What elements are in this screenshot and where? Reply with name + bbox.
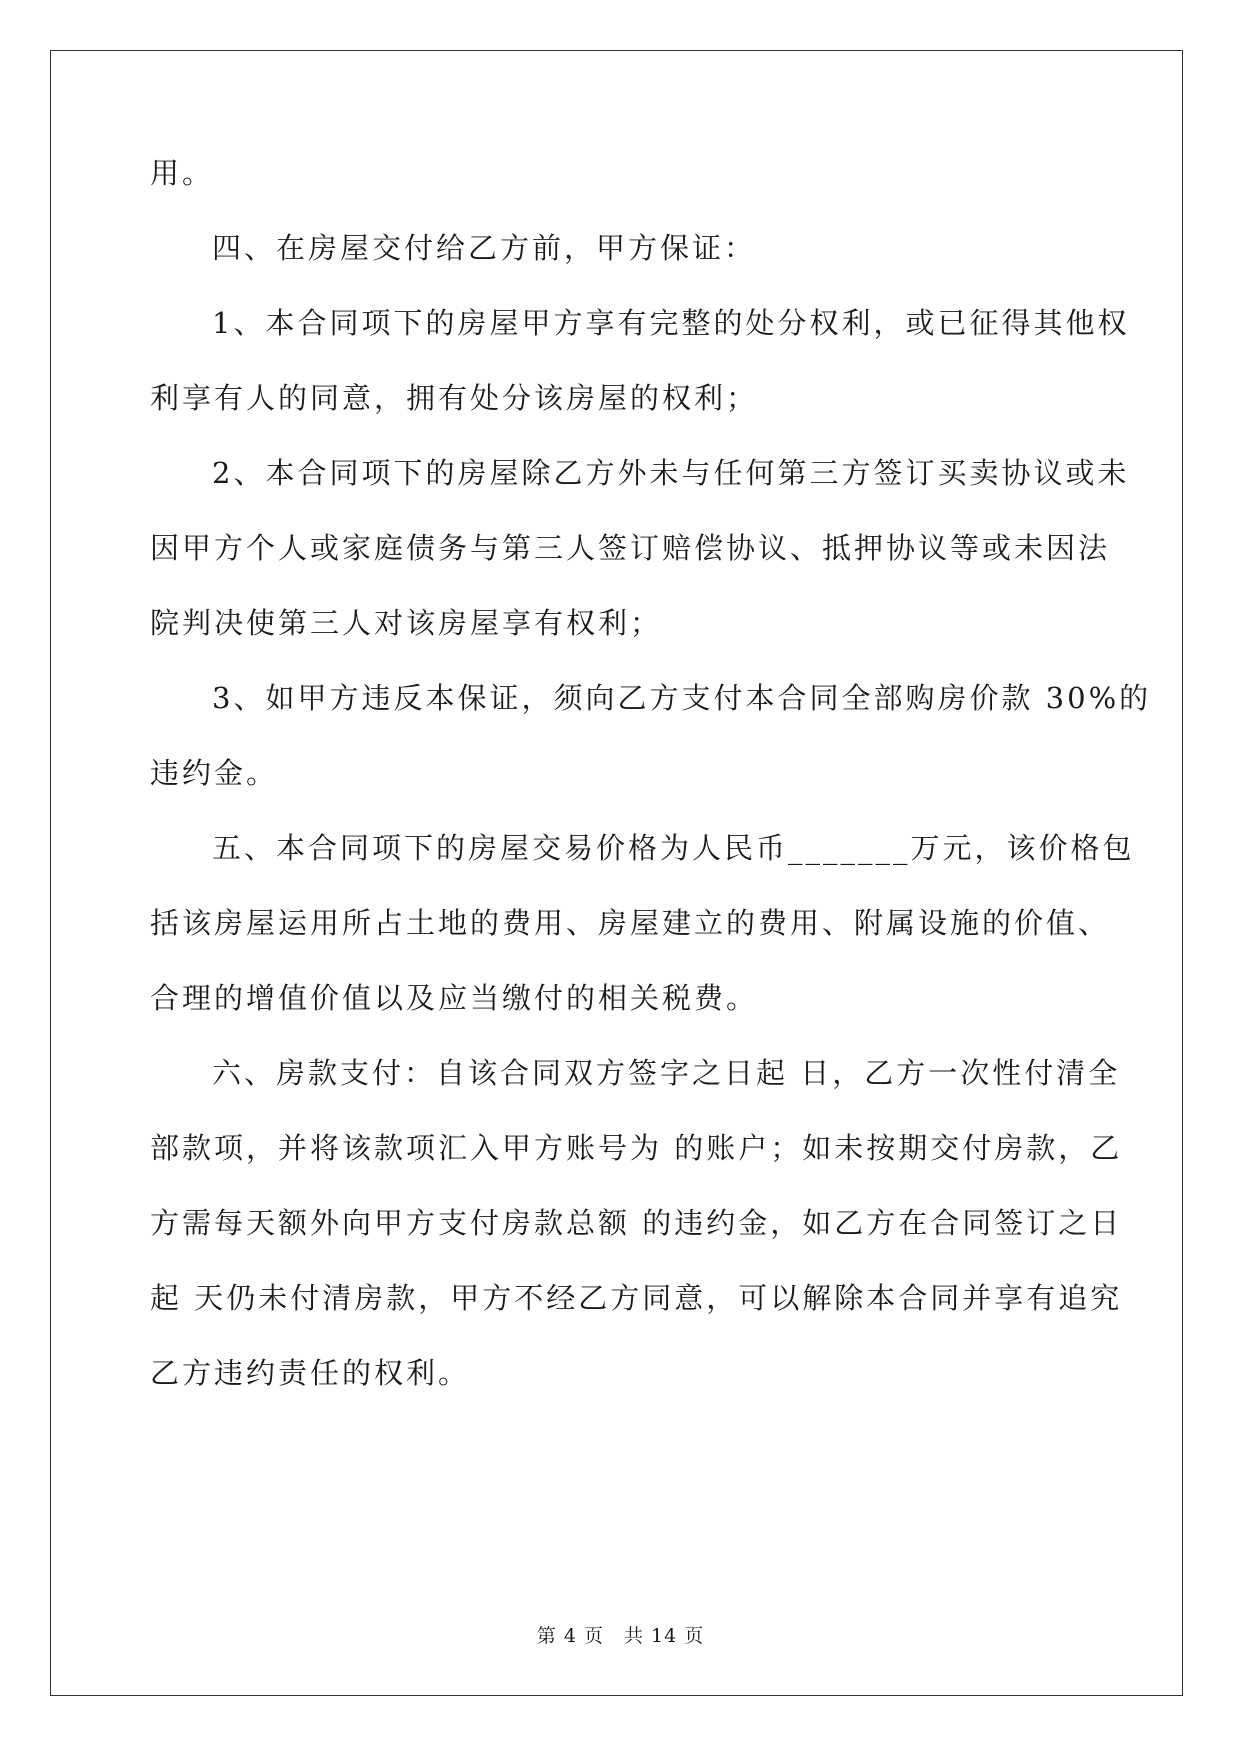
text-line: 1、本合同项下的房屋甲方享有完整的处分权利，或已征得其他权 bbox=[212, 306, 1130, 340]
text-line: 2、本合同项下的房屋除乙方外未与任何第三方签订买卖协议或未 bbox=[212, 456, 1130, 490]
text-line: 院判决使第三人对该房屋享有权利； bbox=[150, 606, 663, 640]
text-line: 括该房屋运用所占土地的费用、房屋建立的费用、附属设施的价值、 bbox=[150, 906, 1111, 940]
text-line: 五、本合同项下的房屋交易价格为人民币_______万元，该价格包 bbox=[212, 831, 1135, 865]
page-border bbox=[50, 50, 1183, 1696]
text-line: 违约金。 bbox=[150, 756, 279, 790]
text-line: 乙方违约责任的权利。 bbox=[150, 1356, 471, 1390]
text-line: 起 天仍未付清房款，甲方不经乙方同意，可以解除本合同并享有追究 bbox=[150, 1281, 1123, 1315]
text-line: 方需每天额外向甲方支付房款总额 的违约金，如乙方在合同签订之日 bbox=[150, 1206, 1123, 1240]
text-line: 3、如甲方违反本保证，须向乙方支付本合同全部购房价款 30%的 bbox=[212, 681, 1152, 715]
text-line: 利享有人的同意，拥有处分该房屋的权利； bbox=[150, 381, 759, 415]
text-line: 四、在房屋交付给乙方前，甲方保证： bbox=[212, 231, 757, 265]
text-line: 部款项，并将该款项汇入甲方账号为 的账户；如未按期交付房款，乙 bbox=[150, 1131, 1123, 1165]
text-line: 合理的增值价值以及应当缴付的相关税费。 bbox=[150, 981, 759, 1015]
text-line: 因甲方个人或家庭债务与第三人签订赔偿协议、抵押协议等或未因法 bbox=[150, 531, 1111, 565]
text-line: 六、房款支付：自该合同双方签字之日起 日，乙方一次性付清全 bbox=[212, 1056, 1121, 1090]
page-number: 第 4 页 共 14 页 bbox=[536, 1625, 705, 1647]
text-line: 用。 bbox=[150, 156, 215, 190]
